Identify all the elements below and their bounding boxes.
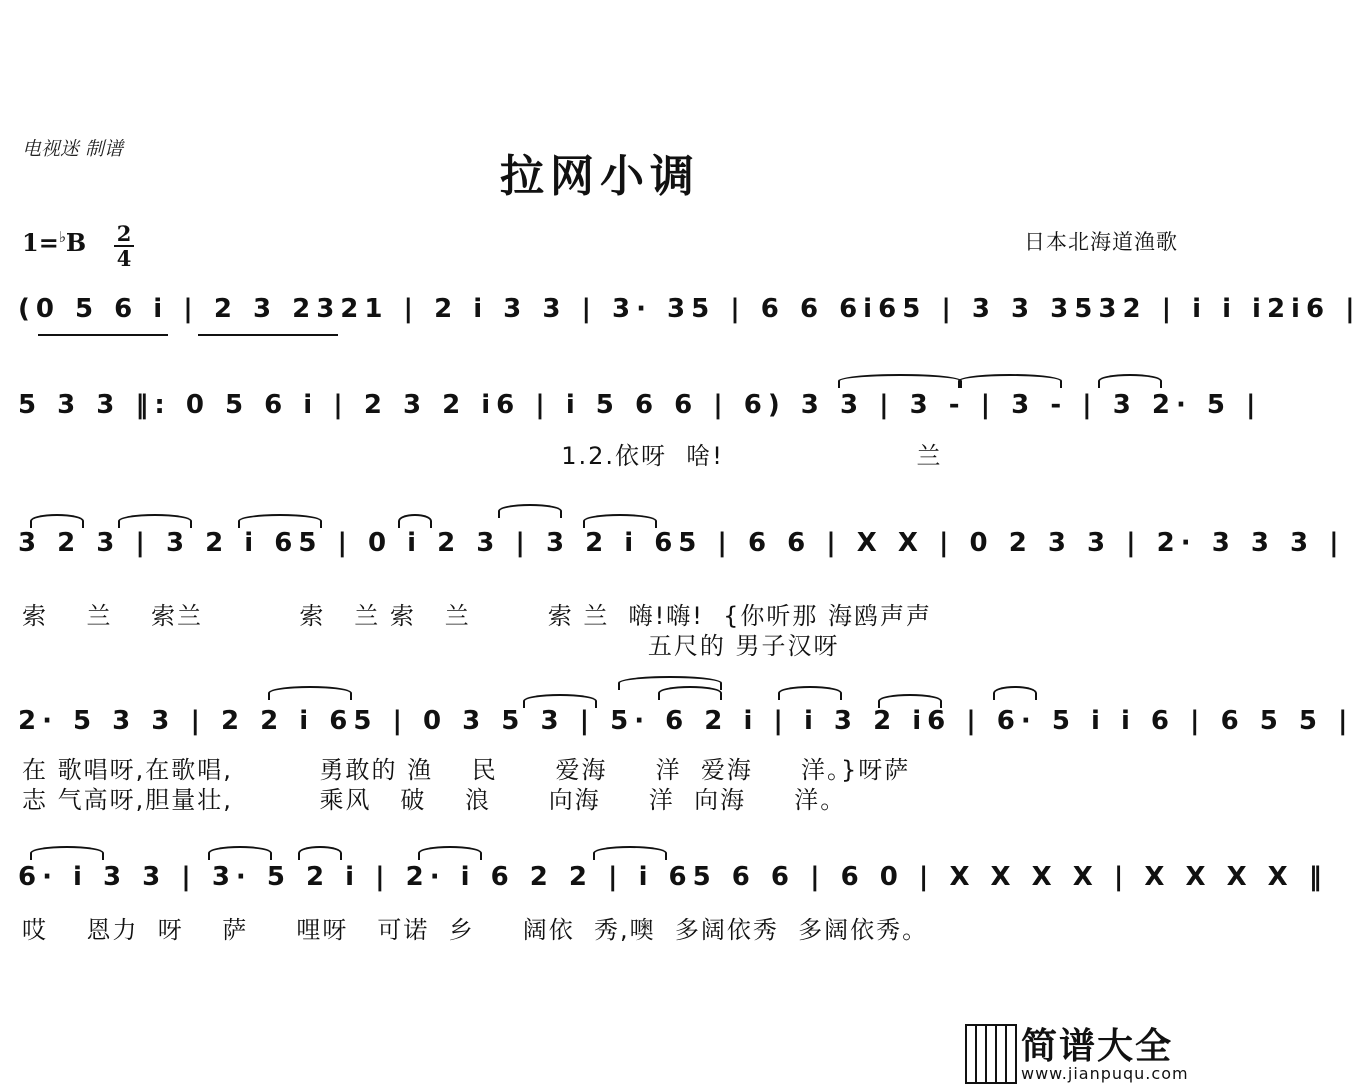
song-title: 拉网小调 [500, 151, 700, 202]
lyric-line-1: 1.2.依呀 啥! 兰 [22, 442, 943, 470]
slur [298, 846, 342, 860]
logo-url: www.jianpuqu.com [1021, 1064, 1189, 1083]
score-line-2 [18, 378, 1262, 470]
score-line-3 [18, 510, 1345, 660]
lyric-line-1: 在 歌唱呀,在歌唱, 勇敢的 渔 民 爱海 洋 爱海 洋。}呀萨 [22, 756, 911, 784]
piano-keys-icon [965, 1024, 1017, 1084]
slur [778, 686, 842, 700]
slur [30, 514, 84, 528]
logo-name: 简谱大全 [1021, 1026, 1174, 1067]
notation-line: 5 3 3 ‖: 0 5 6 i | 2 3 2 i6 | i 5 6 6 | 6) 3 3 | 3 - | 3 - | 3 2· 5 | [18, 390, 1262, 420]
beat-underline [198, 334, 338, 336]
tie [838, 374, 962, 388]
key-note: B [65, 228, 87, 257]
score-line-4 [18, 676, 1354, 814]
slur [118, 514, 192, 528]
slur [398, 514, 432, 528]
slur [1098, 374, 1162, 388]
key-signature [22, 228, 86, 257]
flat-symbol: ♭ [58, 228, 66, 246]
slur [583, 514, 657, 528]
notation-line: 3 2 3 | 3 2 i 65 | 0 i 2 3 | 3 2 i 65 | 6 6 | X X | 0 2 3 3 | 2· 3 3 3 | [18, 528, 1345, 558]
slur [268, 686, 352, 700]
score-line-1 [18, 288, 1361, 348]
key-prefix: 1= [22, 228, 59, 257]
slur [593, 846, 667, 860]
slur [498, 504, 562, 518]
transcriber-credit: 电视迷 制谱 [22, 138, 124, 160]
beat-underline [38, 334, 168, 336]
lyric-line-2: 志 气高呀,胆量壮, 乘风 破 浪 向海 洋 向海 洋。 [22, 786, 847, 814]
notation-line: 2· 5 3 3 | 2 2 i 65 | 0 3 5 3 | 5· 6 2 i | i 3 2 i6 | 6· 5 i i 6 | 6 5 5 | [18, 706, 1354, 736]
score-line-5 [18, 840, 1328, 950]
lyric-line-1: 索 兰 索兰 索 兰 索 兰 索 兰 嗨!嗨! {你听那 海鸥声声 [22, 602, 933, 630]
slur [658, 686, 722, 700]
notation-line: 6· i 3 3 | 3· 5 2 i | 2· i 6 2 2 | i 65 6 6 | 6 0 | X X X X | X X X X ‖ [18, 862, 1328, 892]
slur [208, 846, 272, 860]
slur [238, 514, 322, 528]
time-signature-bottom: 4 [116, 246, 132, 271]
tie [958, 374, 1062, 388]
lyric-line-1: 哎 恩力 呀 萨 哩呀 可诺 乡 阔依 秀,噢 多阔依秀 多阔依秀。 [22, 916, 929, 944]
time-signature-top: 2 [116, 221, 132, 246]
lyric-line-2: 五尺的 男子汉呀 [22, 632, 840, 660]
site-logo [965, 1018, 1190, 1088]
slur [993, 686, 1037, 700]
slur [30, 846, 104, 860]
song-origin: 日本北海道渔歌 [1024, 230, 1178, 254]
notation-line: (0 5 6 i | 2 3 2321 | 2 i 3 3 | 3· 35 | 6 6 6i65 | 3 3 3532 | i i i2i6 | [18, 294, 1361, 324]
slur [418, 846, 482, 860]
time-signature [114, 221, 134, 271]
